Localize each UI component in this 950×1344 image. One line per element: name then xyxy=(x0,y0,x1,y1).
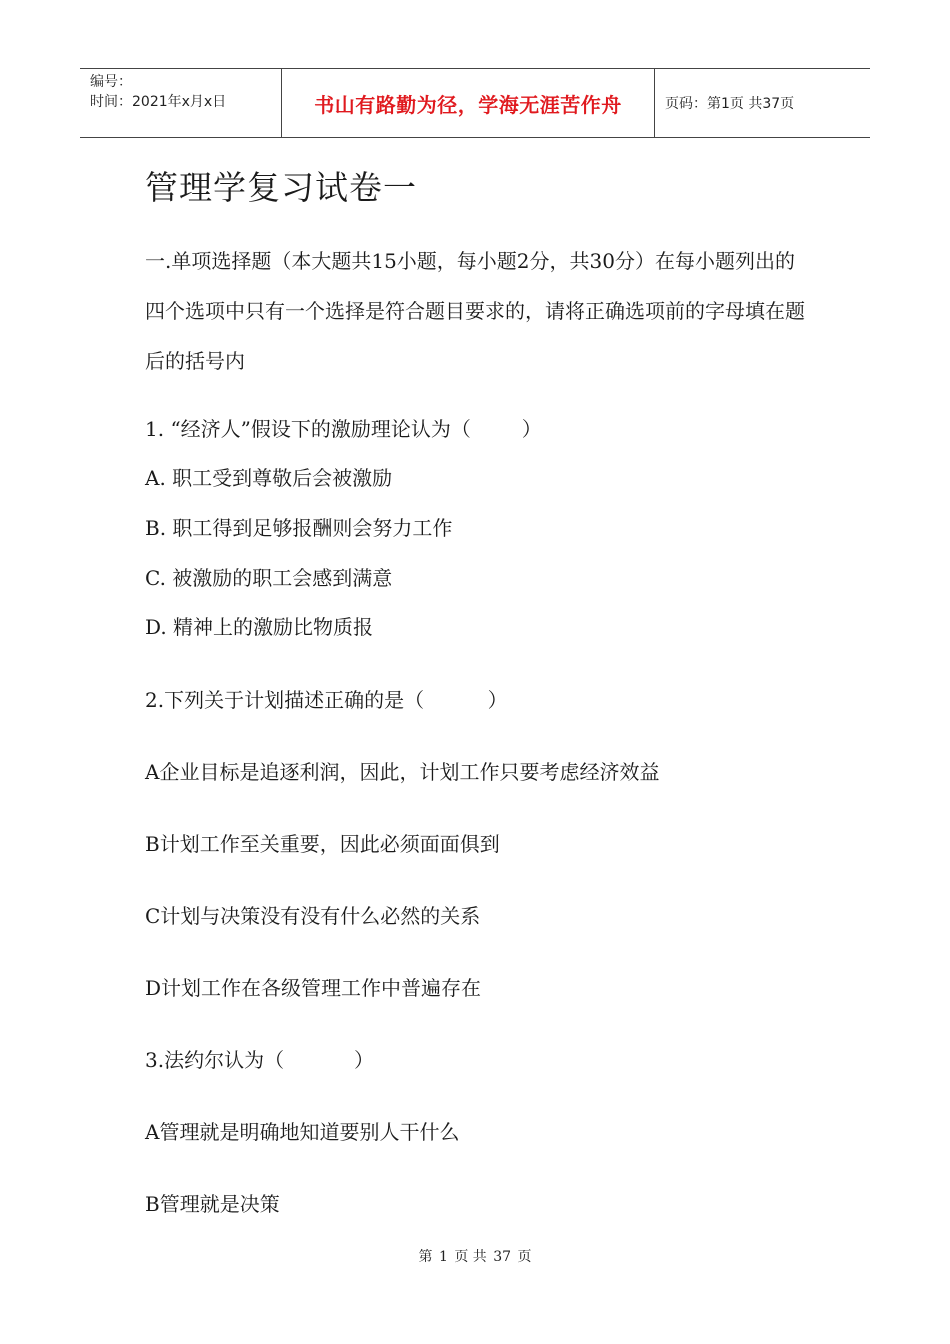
question-option: C计划与决策没有没有什么必然的关系 xyxy=(145,904,481,928)
question-option: A管理就是明确地知道要别人干什么 xyxy=(145,1120,460,1144)
question-option: A. 职工受到尊敬后会被激励 xyxy=(145,466,393,490)
question-option: D计划工作在各级管理工作中普遍存在 xyxy=(145,976,482,1000)
date-label: 时间：2021年x月x日 xyxy=(90,94,227,110)
header-page-info: 页码：第1页 共37页 xyxy=(665,96,795,112)
question-option: D. 精神上的激励比物质报 xyxy=(145,615,374,639)
question-option: B计划工作至关重要，因此必须面面俱到 xyxy=(145,832,500,856)
page-footer xyxy=(0,1246,950,1266)
question-stem: 1. “经济人”假设下的激励理论认为（ ） xyxy=(145,417,542,441)
question-option: B. 职工得到足够报酬则会努力工作 xyxy=(145,516,453,540)
footer-middle: 页 共 xyxy=(454,1249,487,1265)
footer-suffix: 页 xyxy=(517,1249,532,1265)
footer-total-pages: 37 xyxy=(493,1249,512,1265)
question-stem: 2.下列关于计划描述正确的是（ ） xyxy=(145,688,508,712)
header-motto: 书山有路勤为径，学海无涯苦作舟 xyxy=(314,92,622,117)
footer-current-page: 1 xyxy=(438,1249,448,1265)
section-intro: 一.单项选择题（本大题共15小题，每小题2分，共30分）在每小题列出的四个选项中只有一个选择是符合题目要求的，请将正确选项前的字母填在题后的括号内 xyxy=(145,249,805,373)
question-option: C. 被激励的职工会感到满意 xyxy=(145,566,393,590)
question-option: A企业目标是追逐利润，因此，计划工作只要考虑经济效益 xyxy=(145,760,660,784)
serial-label: 编号： xyxy=(90,74,132,90)
question-option: B管理就是决策 xyxy=(145,1192,280,1216)
question-stem: 3.法约尔认为（ ） xyxy=(145,1048,375,1072)
page-header xyxy=(80,68,870,138)
footer-prefix: 第 xyxy=(418,1249,433,1265)
document-title: 管理学复习试卷一 xyxy=(145,168,417,207)
header-meta xyxy=(90,72,280,112)
header-divider xyxy=(654,69,655,137)
